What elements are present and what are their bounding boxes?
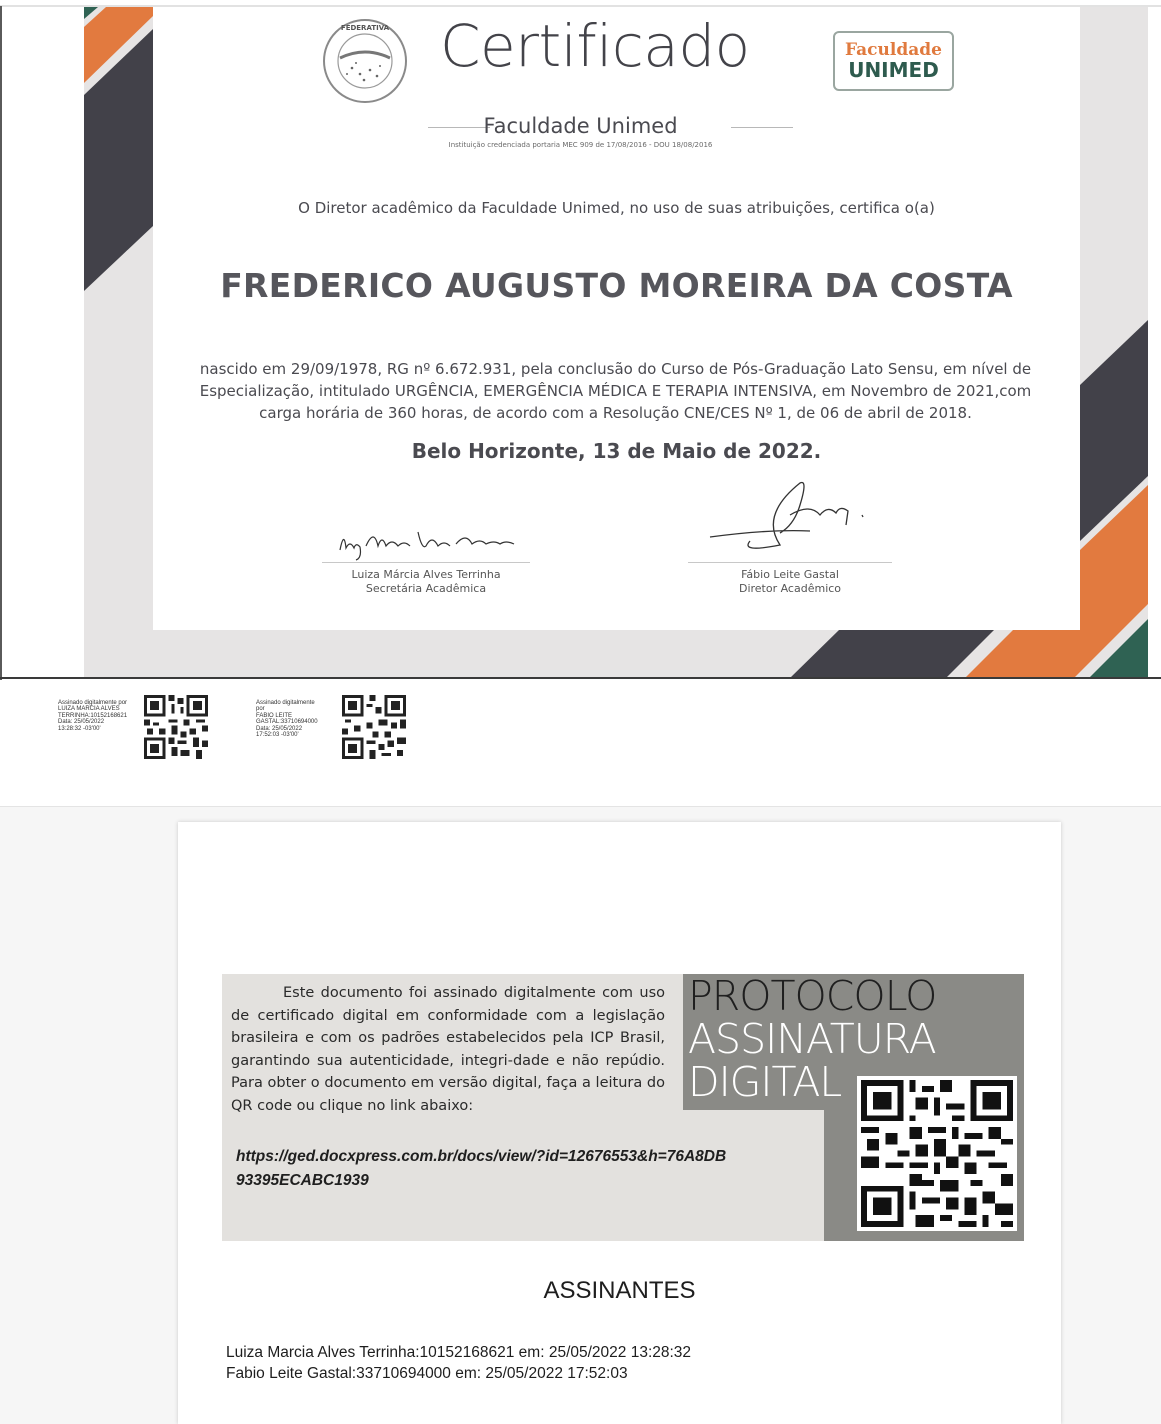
stamp-line: FABIO LEITE xyxy=(256,712,293,719)
digital-signature-stamp xyxy=(256,700,338,738)
qr-code-icon[interactable] xyxy=(144,695,208,759)
divider xyxy=(731,127,793,128)
body-line: Especialização, intitulado URGÊNCIA, EMERGÊNCIA MÉDICA E TERAPIA INTENSIVA, em Novembro de 2021,com xyxy=(199,382,1032,400)
institution-header xyxy=(0,114,1161,149)
digital-signature-stamp xyxy=(58,700,140,732)
handwritten-signature-icon xyxy=(690,475,890,562)
signer-role: Secretária Acadêmica xyxy=(365,582,487,595)
signature-line xyxy=(322,562,530,563)
qr-code-icon[interactable] xyxy=(342,695,406,759)
stamp-line: Data: 25/05/2022 xyxy=(256,725,303,732)
page-left-border xyxy=(0,6,2,680)
body-line: nascido em 29/09/1978, RG nº 6.672.931, pela conclusão do Curso de Pós-Graduação Lato Sensu, em nível de xyxy=(199,360,1032,378)
intro-text: O Diretor acadêmico da Faculdade Unimed, no uso de suas atribuições, certifica o(a) xyxy=(298,199,935,217)
stamp-line: TERRINHA:10152168621 xyxy=(58,712,128,719)
brazil-seal-icon xyxy=(322,18,408,104)
signers-heading: ASSINANTES xyxy=(543,1277,696,1304)
protocol-description-text: Este documento foi assinado digitalmente com uso de certificado digital em conformidade com a legislação brasileira e com os padrões estabelecidos pela ICP Brasil, garantindo sua autenticidade, integri-dade e não repúdio. Para obter o documento em versão digital, faça a leitura do QR code ou clique no link abaixo: xyxy=(231,985,665,1114)
protocol-description xyxy=(231,982,665,1117)
signer-name: Fábio Leite Gastal xyxy=(741,568,839,581)
stamp-line: Assinado digitalmente xyxy=(256,700,315,706)
stamp-line: GASTAL:33710694000 xyxy=(256,719,318,726)
link-line[interactable]: https://ged.docxpress.com.br/docs/view/?id=12676553&h=76A8DB xyxy=(236,1148,727,1165)
divider xyxy=(428,127,490,128)
certificate-body xyxy=(168,358,1063,424)
handwritten-signature-icon xyxy=(326,520,526,562)
stamp-line: por xyxy=(256,706,265,713)
place-and-date: Belo Horizonte, 13 de Maio de 2022. xyxy=(411,439,822,463)
signer-role: Diretor Acadêmico xyxy=(738,582,842,595)
protocol-title-line: DIGITAL xyxy=(688,1058,842,1106)
stamp-line: 17:52:03 -03'00' xyxy=(256,732,299,739)
signature-block-secretary xyxy=(322,520,530,596)
page-bottom-border xyxy=(0,677,1161,679)
logo-line-2: UNIMED xyxy=(848,58,939,82)
signers-list xyxy=(226,1342,691,1384)
certificate-content-area xyxy=(153,7,1080,630)
qr-code-icon[interactable] xyxy=(857,1076,1017,1231)
stamp-line: 13:28:32 -03'00' xyxy=(58,725,101,732)
stamp-line: LUIZA MARCIA ALVES xyxy=(58,706,120,713)
body-line: carga horária de 360 horas, de acordo com a Resolução CNE/CES Nº 1, de 06 de abril de 2018. xyxy=(259,404,972,422)
signer-entry: Luiza Marcia Alves Terrinha:10152168621 em: 25/05/2022 13:28:32 xyxy=(226,1344,692,1361)
svg-text:FEDERATIVA: FEDERATIVA xyxy=(340,24,390,32)
certificate-title: Certificado xyxy=(440,12,750,80)
link-line[interactable]: 93395ECABC1939 xyxy=(236,1172,369,1189)
signature-block-director xyxy=(688,475,892,596)
stamp-line: Assinado digitalmente por xyxy=(58,700,128,706)
stamp-line: Data: 25/05/2022 xyxy=(58,719,105,726)
certificate-page xyxy=(0,0,1161,680)
logo-line-1: Faculdade xyxy=(845,40,942,60)
protocol-title-line: PROTOCOLO xyxy=(688,972,937,1020)
accreditation-text: Instituição credenciada portaria MEC 909 de 17/08/2016 - DOU 18/08/2016 xyxy=(448,141,713,149)
protocol-title-line: ASSINATURA xyxy=(688,1015,936,1063)
signature-line xyxy=(688,562,892,563)
institution-name: Faculdade Unimed xyxy=(483,114,678,138)
signer-name: Luiza Márcia Alves Terrinha xyxy=(351,568,501,581)
document-link[interactable] xyxy=(236,1145,816,1193)
recipient-name: FREDERICO AUGUSTO MOREIRA DA COSTA xyxy=(220,266,1013,305)
faculdade-unimed-logo xyxy=(833,31,954,91)
signer-entry: Fabio Leite Gastal:33710694000 em: 25/05/2022 17:52:03 xyxy=(226,1365,628,1382)
